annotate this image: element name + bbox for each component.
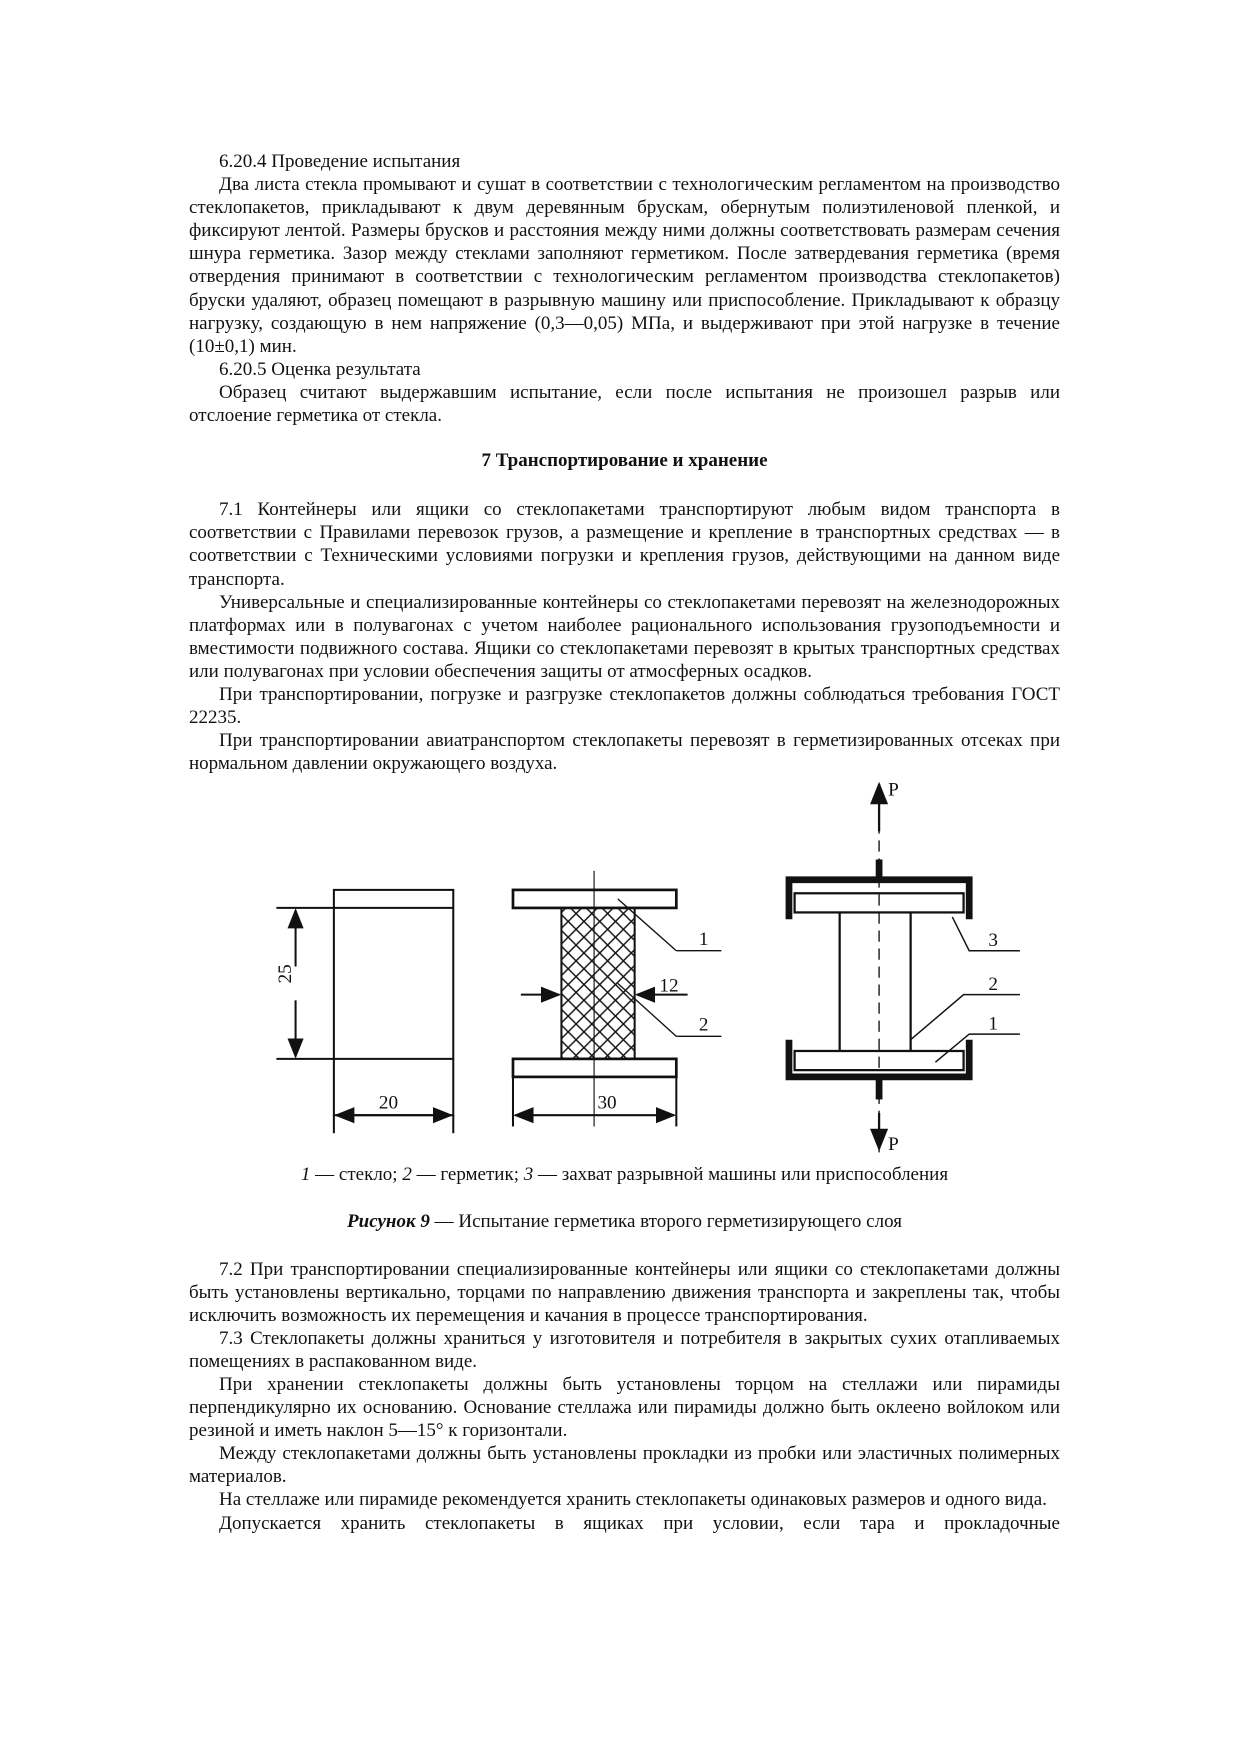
paragraph: При транспортировании авиатранспортом стеклопакеты перевозят в герметизированных отсеках при нормальном давлении окружающего воздуха. bbox=[189, 730, 1060, 775]
paragraph: При транспортировании, погрузке и разгрузке стеклопакетов должны соблюдаться требования ГОСТ 22235. bbox=[189, 683, 1060, 729]
figure-title bbox=[189, 1210, 1060, 1233]
legend-num: 1 bbox=[300, 1164, 311, 1186]
paragraph: Между стеклопакетами должны быть установлены прокладки из пробки или эластичных полимерных материалов. bbox=[189, 1443, 1060, 1488]
label-glass-1: 1 bbox=[698, 929, 709, 951]
paragraph: Два листа стекла промывают и сушат в соответствии с технологическим регламентом на производство стеклопакетов, прикладывают к двум деревянным брускам, обернутым полиэтиленовой пленкой, и фиксируют лентой. Размеры брусков и расстояния между ними должны соответствовать размерам сечения шнура герметика. Зазор между стеклами заполняют герметиком. После затвердевания герметика (время отвердения принимают в соответствии с технологическим регламентом производства стеклопакетов) бруски удаляют, образец помещают в разрывную машину или приспособление. Прикладывают к образцу нагрузку, создающую в нем напряжение (0,3—0,05) МПа, и выдерживают при этой нагрузке в течение (10±0,1) мин. bbox=[189, 174, 1060, 357]
test-setup-view bbox=[789, 784, 1020, 1152]
dim-height-label: 25 bbox=[275, 964, 297, 984]
legend-num: 2 bbox=[402, 1164, 412, 1186]
paragraph: Универсальные и специализированные контейнеры со стеклопакетами перевозят на железнодорожных платформах или в полувагонах с учетом наиболее рационального использования грузоподъемности и вместимости подвижного состава. Ящики со стеклопакетами перевозят в крытых транспортных средствах или полувагонах при условии обеспечения защиты от атмосферных осадков. bbox=[189, 591, 1060, 682]
label-sealant-2: 2 bbox=[698, 1015, 709, 1037]
legend-num: 3 bbox=[523, 1164, 534, 1186]
dim-plate-label: 30 bbox=[597, 1092, 617, 1114]
subsection-heading-6-20-5: 6.20.5 Оценка результата bbox=[219, 358, 421, 380]
specimen-front-view bbox=[276, 890, 453, 1133]
label-sealant-2: 2 bbox=[988, 974, 998, 996]
label-load-p-bottom: P bbox=[888, 1134, 899, 1156]
legend-text: — герметик; bbox=[411, 1164, 524, 1186]
paragraph: При хранении стеклопакеты должны быть установлены торцом на стеллажи или пирамиды перпендикулярно их основанию. Основание стеллажа или пирамиды должно быть оклеено войлоком или резиной и иметь наклон 5—15° к горизонтали. bbox=[189, 1374, 1060, 1442]
label-load-p-top: P bbox=[888, 779, 899, 801]
paragraph-7-1: 7.1 Контейнеры или ящики со стеклопакетами транспортируют любым видом транспорта в соответствии с Правилами перевозок грузов, а размещение и крепление в транспортных средствах — в соответствии с Техническими условиями погрузки и крепления грузов, действующими на данном виде транспорта. bbox=[189, 499, 1060, 590]
figure-legend bbox=[189, 1163, 1060, 1186]
section-heading-7: 7 Транспортирование и хранение bbox=[481, 450, 768, 472]
label-glass-1: 1 bbox=[988, 1013, 998, 1035]
paragraph-7-3: 7.3 Стеклопакеты должны храниться у изготовителя и потребителя в закрытых сухих отапливаемых помещениях в распакованном виде. bbox=[189, 1327, 1060, 1372]
specimen-side-view bbox=[513, 871, 721, 1127]
dim-width-label: 20 bbox=[378, 1092, 399, 1114]
subsection-heading-6-20-4: 6.20.4 Проведение испытания bbox=[219, 151, 461, 172]
paragraph: На стеллаже или пирамиде рекомендуется хранить стеклопакеты одинаковых размеров и одного вида. bbox=[219, 1489, 1047, 1511]
dim-gap-label: 12 bbox=[659, 975, 679, 997]
figure-drawing bbox=[0, 775, 1240, 1158]
paragraph: Образец считают выдержавшим испытание, если после испытания не произошел разрыв или отслоение герметика от стекла. bbox=[189, 381, 1060, 427]
label-grip-3: 3 bbox=[988, 930, 998, 952]
figure-9 bbox=[0, 775, 1240, 1163]
paragraph: Допускается хранить стеклопакеты в ящиках при условии, если тара и прокладочные bbox=[219, 1512, 1060, 1534]
paragraph-7-2: 7.2 При транспортировании специализированные контейнеры или ящики со стеклопакетами должны быть установлены вертикально, торцами по направлению движения транспорта и закреплены так, чтобы исключить возможность их перемещения и качания в процессе транспортирования. bbox=[189, 1258, 1060, 1326]
figure-number: Рисунок 9 bbox=[347, 1211, 430, 1233]
figure-title-text: — Испытание герметика второго герметизирующего слоя bbox=[429, 1211, 902, 1233]
document-page bbox=[189, 150, 1060, 1535]
legend-text: — стекло; bbox=[310, 1164, 403, 1186]
legend-text: — захват разрывной машины или приспособления bbox=[533, 1164, 949, 1186]
